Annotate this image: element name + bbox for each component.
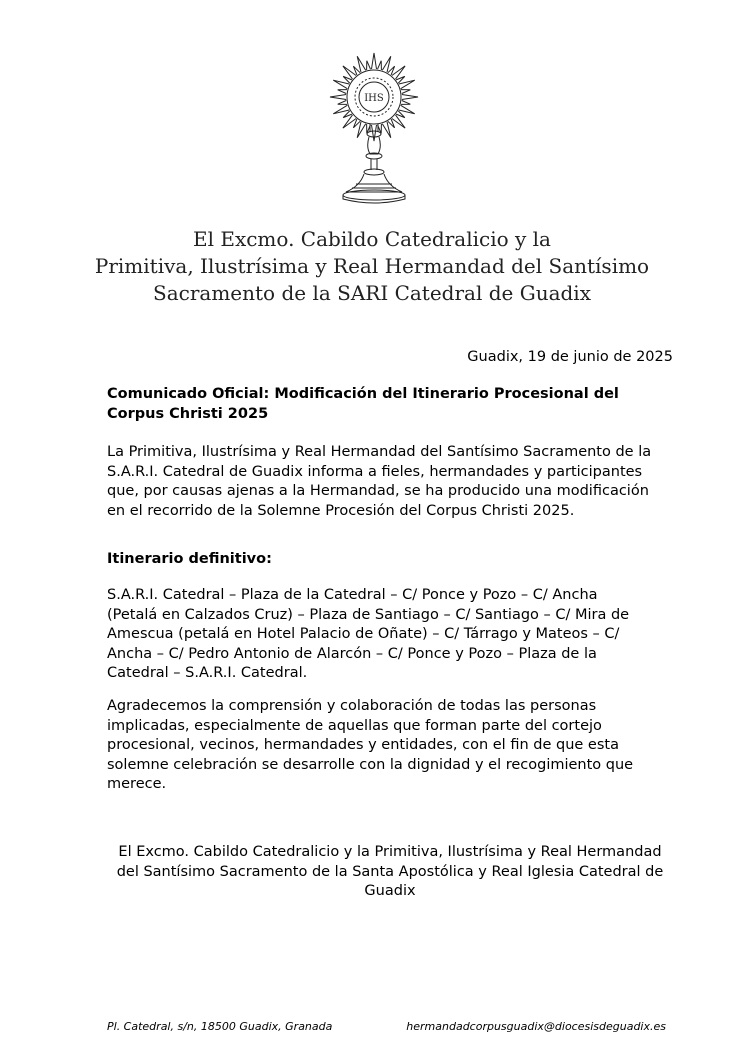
emblem-ray (357, 122, 366, 138)
emblem-ray (378, 61, 382, 70)
emblem-ray (372, 125, 377, 141)
thanks-paragraph: Agradecemos la comprensión y colaboración de todas las personas implicadas, especialmente de aquellas que forman parte del cortejo procesional, vecinos, hermandades y entidades, con el fin de que esta solemne celebración se desarrolle con la dignidad y el recogimiento que merece. (107, 698, 634, 792)
emblem-ray (330, 95, 346, 100)
itinerary-heading: Itinerario definitivo: (107, 551, 272, 567)
document-date: Guadix, 19 de junio de 2025 (467, 349, 673, 365)
header-title-line-1: El Excmo. Cabildo Catedralicio y la (193, 227, 551, 251)
emblem-ray (401, 101, 410, 105)
emblem-ray (396, 111, 405, 118)
emblem-ray (338, 101, 347, 105)
emblem-ray (401, 90, 410, 94)
header-title (60, 226, 684, 307)
monstrance-emblem (312, 52, 436, 208)
footer-address: Pl. Catedral, s/n, 18500 Guadix, Granada (107, 1020, 333, 1033)
emblem-ray (402, 95, 418, 100)
emblem-ray (343, 76, 352, 83)
emblem-ray (388, 119, 395, 128)
subject-heading: Comunicado Oficial: Modificación del Itinerario Procesional del Corpus Christi 2025 (107, 386, 619, 422)
emblem-ray (333, 105, 349, 114)
emblem-ray (399, 105, 415, 114)
emblem-ray (338, 90, 347, 94)
footer-email: hermandadcorpusguadix@diocesisdeguadix.es (406, 1020, 666, 1033)
emblem-ray (343, 111, 352, 118)
emblem-ray (372, 53, 377, 69)
emblem-ray (396, 76, 405, 83)
emblem-ray (399, 80, 415, 89)
emblem-ray (367, 61, 371, 70)
intro-paragraph: La Primitiva, Ilustrísima y Real Hermandad del Santísimo Sacramento de la S.A.R.I. Catedral de Guadix informa a fieles, hermandades y participantes que, por causas ajenas a la Hermandad, se ha producido una modificación en el recorrido de la Solemne Procesión del Corpus Christi 2025. (107, 444, 652, 519)
emblem-ray (382, 56, 391, 72)
header-title-line-2: Primitiva, Ilustrísima y Real Hermandad del Santísimo (94, 254, 650, 278)
emblem-ray (382, 122, 391, 138)
emblem-ray (353, 119, 360, 128)
signature-block: El Excmo. Cabildo Catedralicio y la Primitiva, Ilustrísima y Real Hermandad del Santísimo Sacramento de la Santa Apostólica y Real Iglesia Catedral de Guadix (116, 844, 664, 899)
emblem-ray (388, 66, 395, 75)
itinerary-paragraph: S.A.R.I. Catedral – Plaza de la Catedral – C/ Ponce y Pozo – C/ Ancha (Petalá en Calzados Cruz) – Plaza de Santiago – C/ Santiago – C/ Mira de Amescua (petalá en Hotel Palacio de Oñate) – C/ Tárrago y Mateos – C/ Ancha – C/ Pedro Antonio de Alarcón – C/ Ponce y Pozo – Plaza de la Catedral – S.A.R.I. Catedral. (107, 587, 630, 681)
emblem-monogram: IHS (364, 93, 384, 104)
header-title-line-3: Sacramento de la SARI Catedral de Guadix (153, 281, 591, 305)
emblem-ray (333, 80, 349, 89)
emblem-ray (357, 56, 366, 72)
emblem-ray (353, 66, 360, 75)
